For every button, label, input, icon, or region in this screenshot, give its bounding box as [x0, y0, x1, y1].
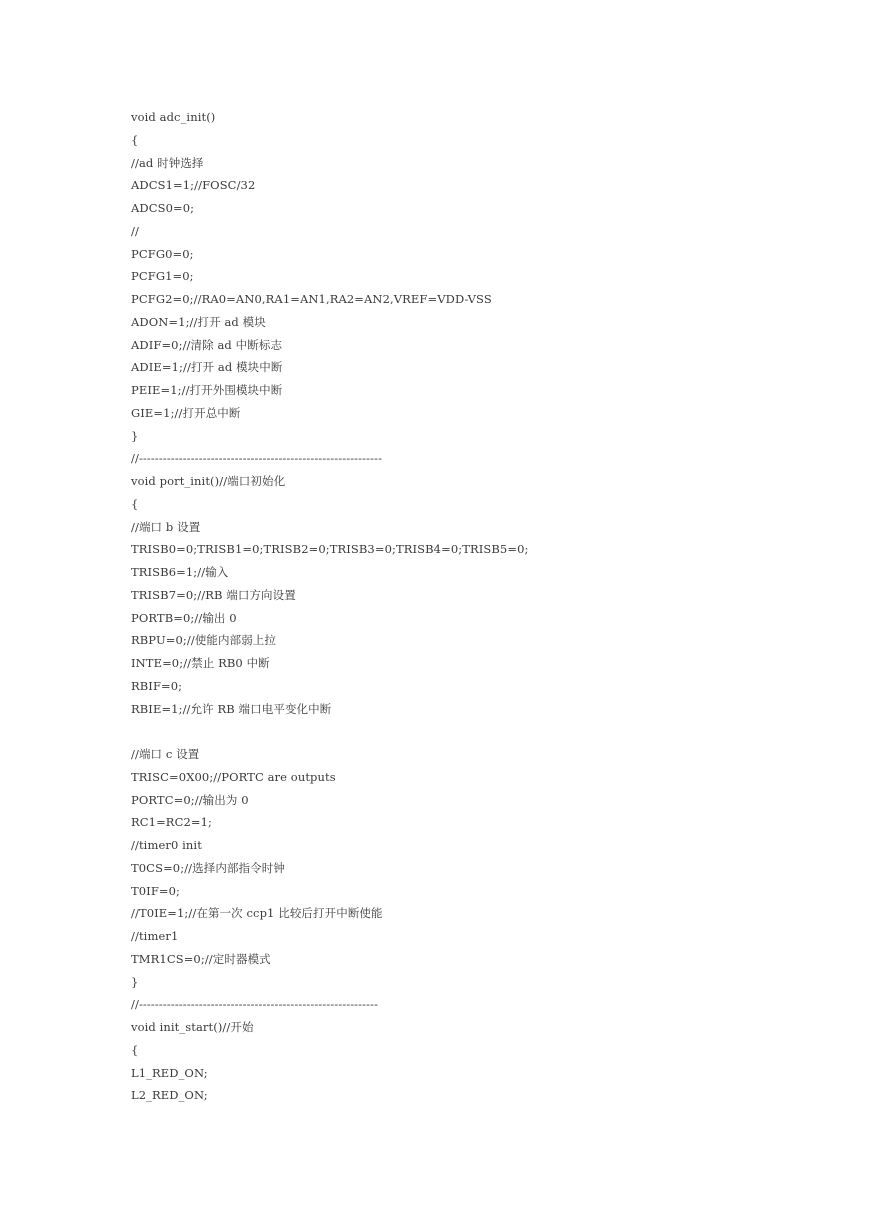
code-line: PORTB=0;//输出 0 — [131, 610, 237, 625]
code-line: { — [131, 132, 139, 147]
code-line: INTE=0;//禁止 RB0 中断 — [131, 656, 270, 670]
code-line: TRISC=0X00;//PORTC are outputs — [131, 769, 336, 784]
code-line: //端口 c 设置 — [131, 747, 200, 761]
code-line: PCFG0=0; — [131, 246, 194, 261]
code-line: L1_RED_ON; — [131, 1065, 208, 1080]
code-line: PCFG2=0;//RA0=AN0,RA1=AN1,RA2=AN2,VREF=VDD-VSS — [131, 292, 492, 306]
code-line: void adc_init() — [131, 110, 216, 124]
code-line: //端口 b 设置 — [131, 519, 201, 534]
code-line: TMR1CS=0;//定时器模式 — [131, 951, 271, 966]
code-line: TRISB7=0;//RB 端口方向设置 — [131, 587, 296, 602]
code-line: { — [131, 1042, 139, 1057]
code-line: //timer1 — [131, 929, 179, 943]
code-line: ADIE=1;//打开 ad 模块中断 — [131, 360, 283, 375]
code-line: } — [131, 974, 139, 989]
code-line: T0IF=0; — [131, 883, 181, 898]
separator-comment: //------------------------------------------------------------- — [131, 451, 383, 466]
code-line: ADCS0=0; — [131, 201, 195, 215]
code-line: ADCS1=1;//FOSC/32 — [131, 178, 256, 193]
code-line: //T0IE=1;//在第一次 ccp1 比较后打开中断使能 — [131, 906, 383, 921]
code-line: void init_start()//开始 — [131, 1020, 254, 1034]
code-line: GIE=1;//打开总中断 — [131, 405, 241, 420]
code-line: PCFG1=0; — [131, 269, 194, 284]
code-line: T0CS=0;//选择内部指令时钟 — [131, 860, 285, 875]
code-line: L2_RED_ON; — [131, 1088, 208, 1103]
code-line: { — [131, 496, 139, 511]
code-line: RC1=RC2=1; — [131, 815, 213, 830]
code-line: TRISB0=0;TRISB1=0;TRISB2=0;TRISB3=0;TRISB4=0;TRISB5=0; — [131, 542, 529, 557]
code-line: TRISB6=1;//输入 — [131, 565, 229, 579]
code-line: //timer0 init — [131, 838, 202, 852]
code-listing — [131, 106, 831, 1107]
code-line: void port_init()//端口初始化 — [131, 474, 286, 488]
code-line: ADIF=0;//清除 ad 中断标志 — [131, 337, 283, 352]
code-line: // — [131, 223, 139, 238]
code-line: } — [131, 428, 139, 443]
blank-line — [131, 720, 831, 743]
code-line: RBIE=1;//允许 RB 端口电平变化中断 — [131, 701, 332, 716]
code-line: PORTC=0;//输出为 0 — [131, 792, 249, 807]
code-line: PEIE=1;//打开外围模块中断 — [131, 383, 283, 397]
code-line: ADON=1;//打开 ad 模块 — [131, 314, 266, 329]
code-line: RBIF=0; — [131, 678, 183, 693]
separator-comment: //------------------------------------------------------------ — [131, 997, 379, 1012]
code-line: RBPU=0;//使能内部弱上拉 — [131, 633, 277, 648]
code-line: //ad 时钟选择 — [131, 155, 204, 170]
